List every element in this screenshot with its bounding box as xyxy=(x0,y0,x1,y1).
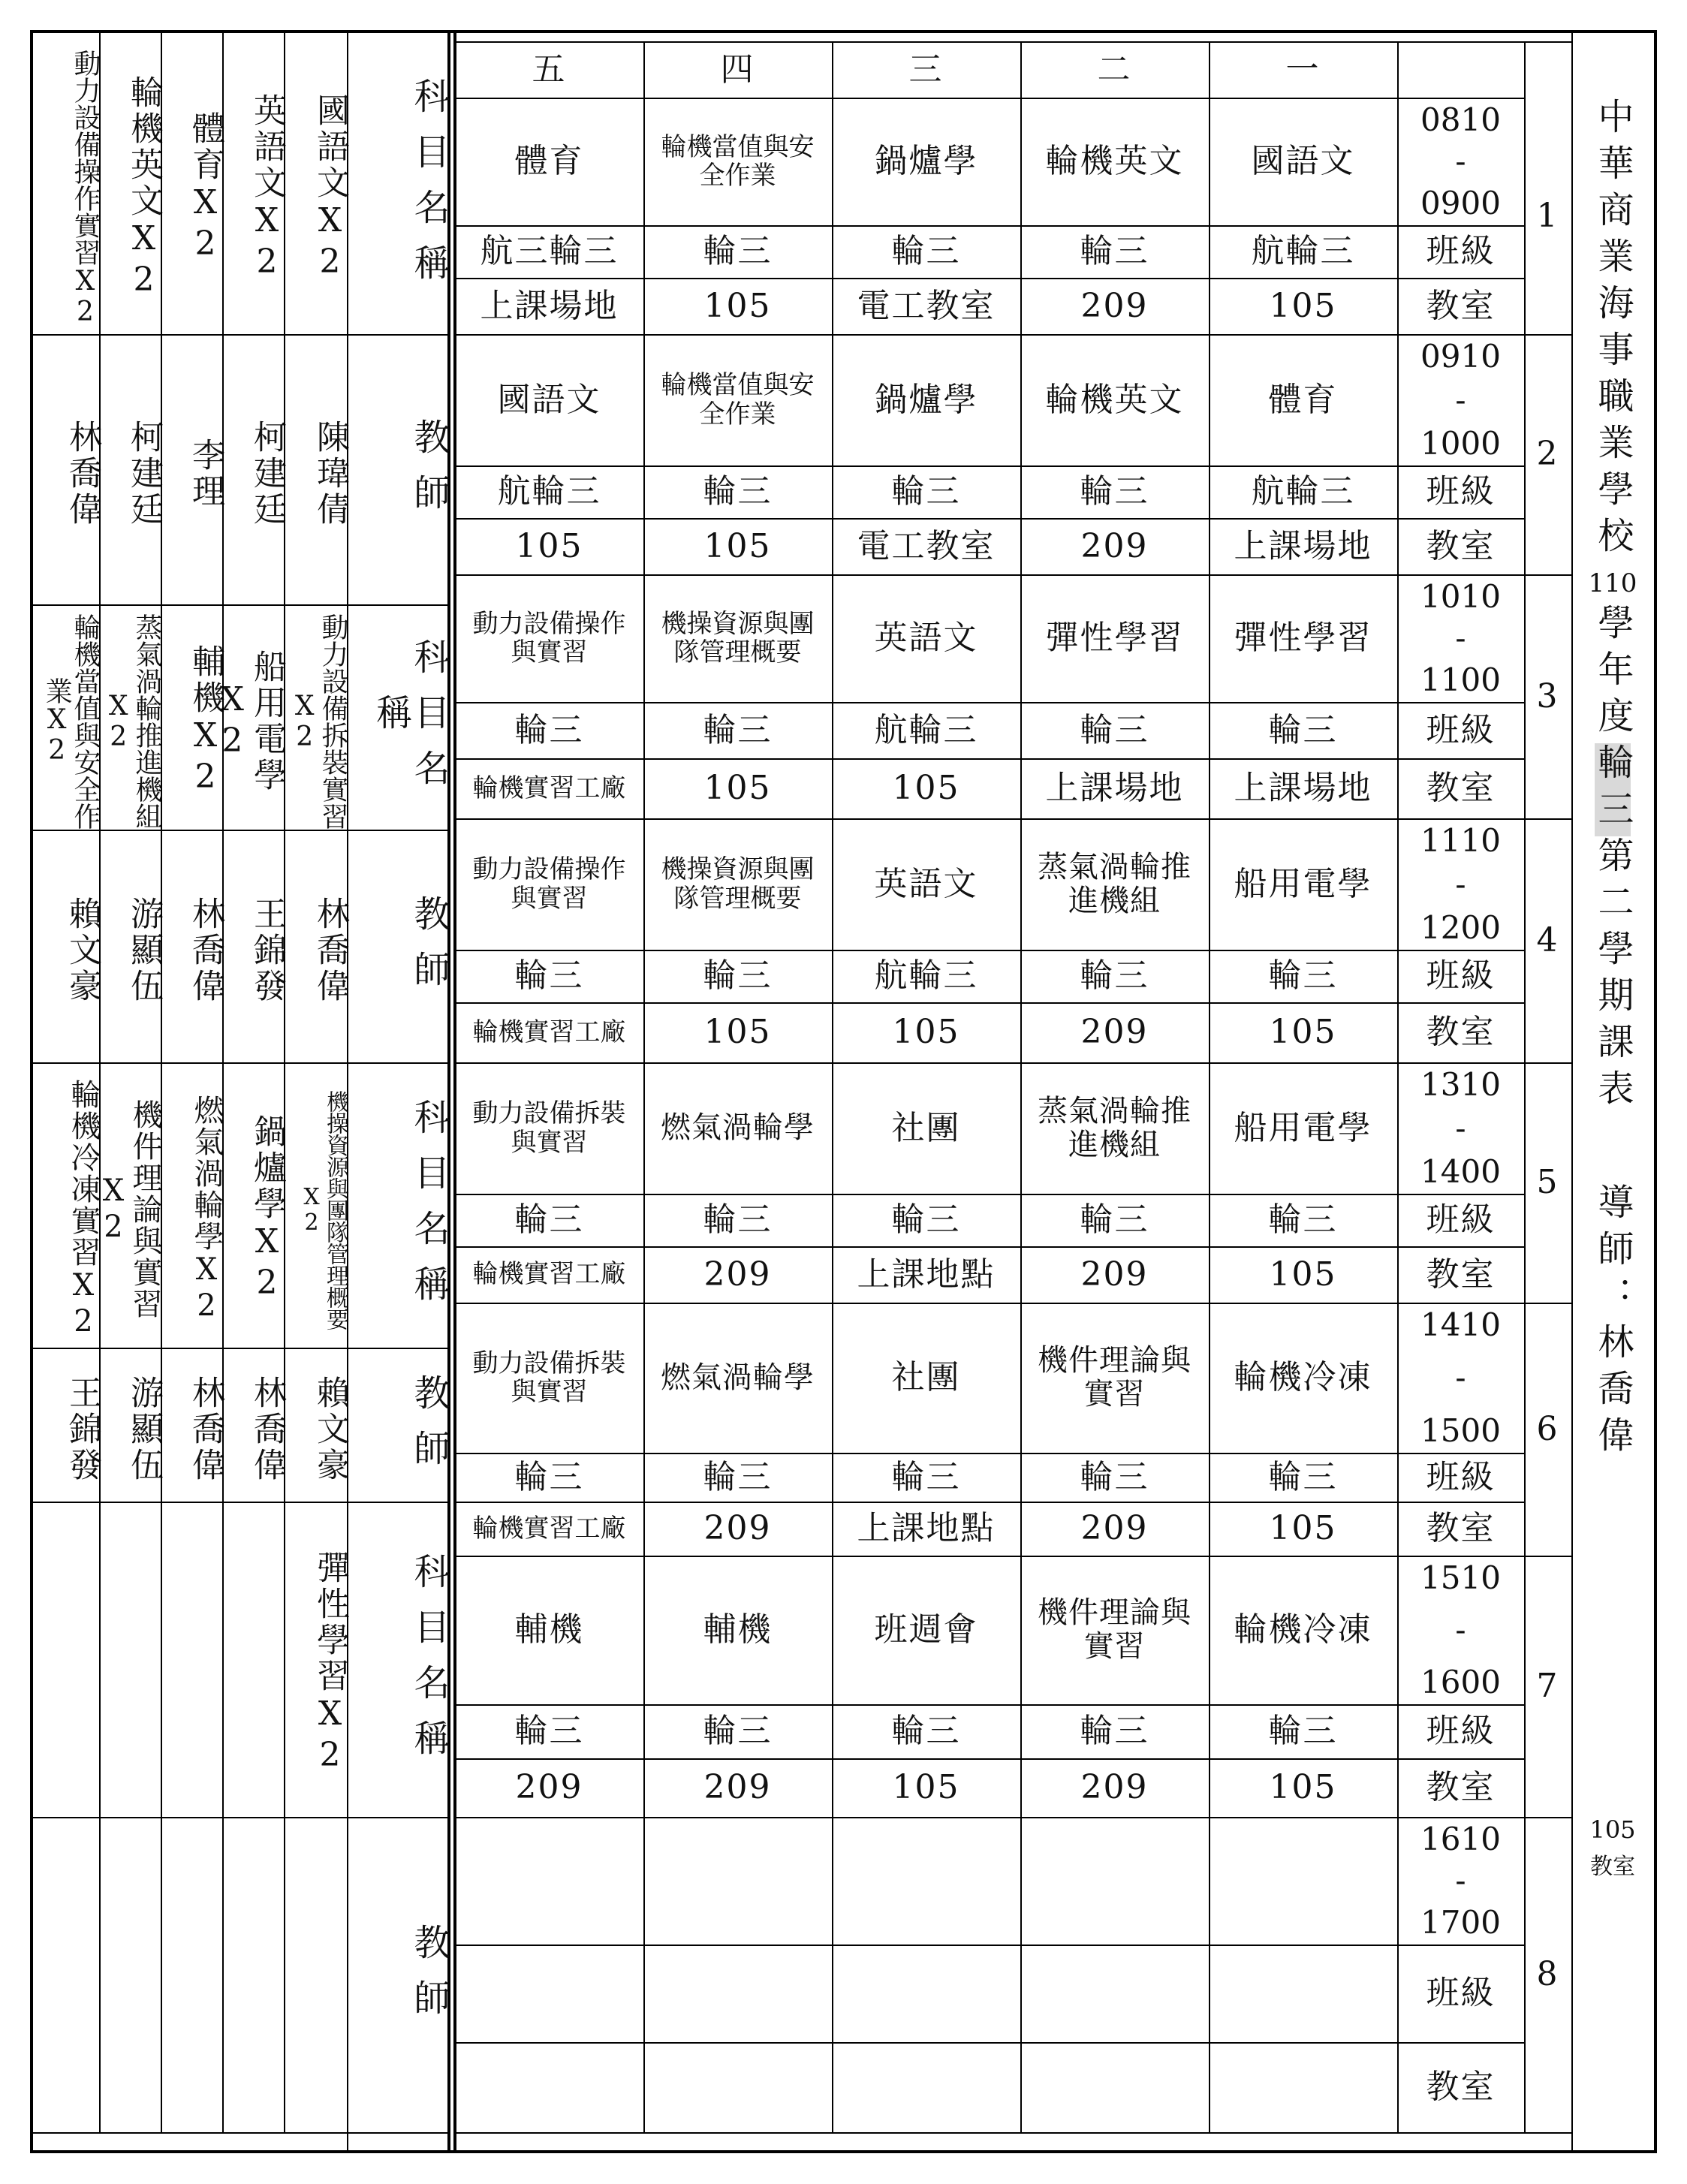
class-cell: 輪三 xyxy=(514,1200,584,1240)
legend-subject xyxy=(222,1502,284,1817)
period-time xyxy=(1397,1556,1524,1704)
grid-vline xyxy=(832,41,833,2132)
legend-separator xyxy=(447,30,450,2153)
class-cell: 輪三 xyxy=(1080,1712,1149,1751)
room-cell xyxy=(465,2042,633,2132)
room-row-label: 教室 xyxy=(1426,1013,1496,1052)
grid-hline xyxy=(455,225,1524,227)
legend-vline xyxy=(222,33,224,2132)
class-cell: 輪三 xyxy=(891,472,961,511)
legend-vline xyxy=(161,33,162,2132)
period-number: 5 xyxy=(1536,1163,1559,1202)
class-cell: 輪三 xyxy=(1080,472,1149,511)
legend-teacher-label: 教師 xyxy=(408,418,450,529)
grid-hline xyxy=(455,1453,1524,1454)
room-cell: 上課場地 xyxy=(1234,526,1372,565)
legend-subject: 輪機冷凍實習X2 xyxy=(66,1079,101,1340)
class-cell: 航輪三 xyxy=(874,710,978,749)
period-time xyxy=(1397,574,1524,702)
class-cell: 輪三 xyxy=(891,1712,961,1751)
time-start: 1410 xyxy=(1420,1306,1501,1343)
room-row-label: 教室 xyxy=(1426,526,1496,565)
room-cell: 上課場地 xyxy=(480,286,619,325)
room-cell: 209 xyxy=(1080,1013,1149,1052)
time-dash: - xyxy=(1455,865,1466,902)
legend-subject xyxy=(161,1502,222,1817)
legend-hline xyxy=(33,334,447,336)
legend-subject: 國語文X2 xyxy=(311,92,349,284)
legend-subject xyxy=(99,1502,161,1817)
legend-subject-label: 科目名稱 xyxy=(408,77,450,300)
legend-teacher: 王錦發 xyxy=(63,1375,101,1484)
class-cell: 航輪三 xyxy=(1251,232,1355,271)
day-header: 一 xyxy=(1285,50,1321,89)
subject-cell: 燃氣渦輪學 xyxy=(661,1360,815,1395)
subject-cell: 輪機當值與安全作業 xyxy=(661,370,815,429)
room-row-label: 教室 xyxy=(1426,1509,1496,1548)
class-row-label: 班級 xyxy=(1426,1457,1496,1496)
class-cell xyxy=(1020,1945,1209,2042)
room-cell: 電工教室 xyxy=(857,526,996,565)
legend-subject: 機件理論與實習X2 xyxy=(96,1099,162,1320)
legend-teacher: 王錦發 xyxy=(248,896,286,1005)
class-cell: 航輪三 xyxy=(497,472,601,511)
class-name: 輪三 xyxy=(1592,743,1634,837)
room-row-label: 教室 xyxy=(1426,286,1496,325)
time-end: 1400 xyxy=(1420,1152,1501,1190)
class-cell: 輪三 xyxy=(514,1457,584,1496)
subject-cell: 社團 xyxy=(891,1358,961,1397)
title-room-label: 教室 xyxy=(1590,1853,1635,1880)
grid-hline xyxy=(455,2042,1524,2044)
subject-cell xyxy=(1215,1817,1391,1945)
title-room-number: 105 xyxy=(1589,1815,1636,1844)
subject-cell: 動力設備拆裝與實習 xyxy=(472,1098,626,1158)
room-row-label: 教室 xyxy=(1426,1768,1496,1807)
legend-teacher-label: 教師 xyxy=(408,1373,450,1485)
legend-teacher: 林喬偉 xyxy=(63,420,101,528)
period-time xyxy=(1397,334,1524,465)
subject-cell: 體育 xyxy=(514,142,584,181)
subject-cell: 輪機當值與安全作業 xyxy=(661,131,815,191)
class-row-label: 班級 xyxy=(1426,1200,1496,1240)
grid-vline xyxy=(643,41,645,2132)
room-cell: 105 xyxy=(892,1013,960,1052)
class-cell: 輪三 xyxy=(1080,1200,1149,1240)
room-cell: 輪機實習工廠 xyxy=(472,773,626,803)
legend-subject: 動力設備拆裝實習X2 xyxy=(289,613,348,830)
legend-teacher xyxy=(99,1817,161,2132)
time-start: 1310 xyxy=(1420,1066,1501,1103)
legend-hline xyxy=(33,830,447,831)
time-dash: - xyxy=(1455,1359,1466,1396)
legend-hline xyxy=(33,2132,447,2134)
room-cell: 電工教室 xyxy=(857,286,996,325)
time-start: 1010 xyxy=(1420,578,1501,615)
legend-subject-label: 科目名稱 xyxy=(408,1098,450,1321)
subject-cell xyxy=(461,1817,637,1945)
room-cell: 209 xyxy=(703,1509,772,1548)
class-cell: 輪三 xyxy=(891,232,961,271)
subject-cell: 蒸氣渦輪推進機組 xyxy=(1038,849,1191,918)
legend-teacher-label: 教師 xyxy=(408,1923,450,2035)
class-row-label: 班級 xyxy=(1426,710,1496,749)
legend-teacher: 游顯伍 xyxy=(125,1375,163,1484)
legend-subject xyxy=(33,1502,99,1817)
room-cell: 105 xyxy=(1269,1768,1337,1807)
subject-cell: 動力設備操作與實習 xyxy=(472,854,626,914)
subject-cell: 社團 xyxy=(891,1108,961,1147)
subject-cell: 輪機冷凍 xyxy=(1234,1358,1372,1397)
subject-cell: 英語文 xyxy=(874,619,978,658)
class-cell xyxy=(1209,1945,1397,2042)
room-cell: 105 xyxy=(1269,1255,1337,1294)
subject-cell: 船用電學 xyxy=(1234,1108,1372,1147)
subject-cell xyxy=(649,1817,826,1945)
subject-cell xyxy=(838,1817,1014,1945)
class-row-label: 班級 xyxy=(1426,1974,1496,2013)
grid-hline xyxy=(455,702,1524,703)
subject-cell: 國語文 xyxy=(1251,142,1355,181)
room-row-label: 教室 xyxy=(1426,1255,1496,1294)
legend-subject: 機操資源與團隊管理概要X2 xyxy=(298,1089,348,1330)
subject-cell: 機件理論與實習 xyxy=(1038,1343,1191,1411)
time-end: 1200 xyxy=(1420,908,1501,946)
legend-vline xyxy=(99,33,101,2132)
grid-vline xyxy=(1209,41,1210,2132)
time-end: 1100 xyxy=(1420,661,1501,698)
time-start: 1610 xyxy=(1420,1821,1501,1857)
room-cell: 209 xyxy=(1080,526,1149,565)
time-start: 0910 xyxy=(1420,338,1501,375)
day-header: 四 xyxy=(720,50,755,89)
room-cell: 105 xyxy=(892,769,960,808)
room-cell xyxy=(1219,2042,1387,2132)
class-cell: 輪三 xyxy=(1080,710,1149,749)
period-time xyxy=(1397,1817,1524,1945)
room-cell: 105 xyxy=(515,526,583,565)
time-end: 0900 xyxy=(1420,184,1501,221)
class-cell: 輪三 xyxy=(1080,232,1149,271)
time-end: 1000 xyxy=(1420,424,1501,462)
room-row-label: 教室 xyxy=(1426,769,1496,808)
class-row-label: 班級 xyxy=(1426,956,1496,996)
time-dash: - xyxy=(1455,619,1466,657)
time-end: 1500 xyxy=(1420,1411,1501,1449)
grid-hline xyxy=(455,1945,1524,1946)
class-cell: 輪三 xyxy=(1268,1200,1338,1240)
subject-cell: 班週會 xyxy=(874,1610,978,1649)
room-cell: 209 xyxy=(1080,1255,1149,1294)
grid-hline xyxy=(455,465,1524,467)
class-cell: 航輪三 xyxy=(1251,472,1355,511)
class-cell: 輪三 xyxy=(514,956,584,996)
period-time xyxy=(1397,98,1524,225)
class-cell xyxy=(832,1945,1020,2042)
legend-teacher: 陳瑋倩 xyxy=(311,420,349,528)
room-cell: 209 xyxy=(515,1768,583,1807)
grid-hline xyxy=(455,2132,1571,2134)
class-cell: 輪三 xyxy=(703,232,773,271)
grid-hline xyxy=(455,1704,1524,1706)
subject-cell: 機操資源與團隊管理概要 xyxy=(661,608,815,667)
time-start: 0810 xyxy=(1420,101,1501,138)
legend-subject-label: 科目名稱 xyxy=(369,638,450,805)
subject-cell: 彈性學習 xyxy=(1234,619,1372,658)
room-cell: 105 xyxy=(1269,1013,1337,1052)
title-room xyxy=(1571,1817,1654,1945)
legend-hline xyxy=(33,1817,447,1818)
class-cell: 輪三 xyxy=(514,1712,584,1751)
subject-cell: 動力設備操作與實習 xyxy=(472,608,626,667)
period-number: 3 xyxy=(1536,676,1559,715)
period-time xyxy=(1397,1303,1524,1453)
legend-hline xyxy=(33,1348,447,1349)
room-cell: 209 xyxy=(703,1768,772,1807)
mentor-name: 林喬偉 xyxy=(1592,1323,1634,1463)
class-cell: 輪三 xyxy=(703,1457,773,1496)
grid-hline xyxy=(455,1194,1524,1195)
room-cell: 105 xyxy=(703,526,772,565)
legend-subject: 蒸氣渦輪推進機組X2 xyxy=(103,613,162,830)
legend-vline xyxy=(347,33,348,2153)
legend-teacher: 林喬偉 xyxy=(186,1375,224,1484)
legend-subject: 鍋爐學X2 xyxy=(248,1114,286,1305)
subject-cell: 輔機 xyxy=(514,1610,584,1649)
legend-subject: 英語文X2 xyxy=(248,92,286,284)
subject-cell: 動力設備拆裝與實習 xyxy=(472,1348,626,1407)
room-cell: 209 xyxy=(1080,1768,1149,1807)
legend-teacher: 林喬偉 xyxy=(311,896,349,1005)
subject-cell: 體育 xyxy=(1268,380,1338,419)
class-cell: 輪三 xyxy=(514,710,584,749)
class-cell: 輪三 xyxy=(1268,1457,1338,1496)
room-cell: 輪機實習工廠 xyxy=(472,1513,626,1544)
room-cell: 105 xyxy=(703,769,772,808)
subject-cell: 輪機英文 xyxy=(1045,380,1184,419)
room-cell: 209 xyxy=(703,1255,772,1294)
subject-cell: 英語文 xyxy=(874,864,978,903)
grid-hline xyxy=(455,1246,1524,1248)
room-cell: 輪機實習工廠 xyxy=(472,1259,626,1290)
legend-vline xyxy=(284,33,285,2132)
grid-hline xyxy=(455,1502,1524,1503)
time-dash: - xyxy=(1455,143,1466,180)
subject-cell: 輔機 xyxy=(703,1610,773,1649)
legend-subject: 動力設備操作實習X2 xyxy=(70,49,101,327)
room-cell xyxy=(654,2042,821,2132)
legend-subject: 輪機英文X2 xyxy=(125,74,163,302)
grid-vline xyxy=(1020,41,1022,2132)
subject-cell: 鍋爐學 xyxy=(874,380,978,419)
period-number: 7 xyxy=(1536,1667,1559,1706)
class-cell: 輪三 xyxy=(1268,956,1338,996)
subject-cell: 蒸氣渦輪推進機組 xyxy=(1038,1093,1191,1162)
grid-hline xyxy=(455,950,1524,951)
room-cell: 上課場地 xyxy=(1234,769,1372,808)
room-cell xyxy=(1031,2042,1198,2132)
legend-teacher: 李理 xyxy=(186,438,224,510)
time-dash: - xyxy=(1455,1862,1466,1899)
grid-hline xyxy=(455,758,1524,760)
class-cell: 輪三 xyxy=(1268,1712,1338,1751)
room-cell: 上課地點 xyxy=(857,1509,996,1548)
class-cell xyxy=(455,1945,643,2042)
legend-teacher-label: 教師 xyxy=(408,895,450,1006)
class-cell: 航輪三 xyxy=(874,956,978,996)
time-end: 1700 xyxy=(1420,1903,1501,1941)
school-name: 中華商業海事職業學校 xyxy=(1592,98,1634,563)
day-header: 三 xyxy=(908,50,944,89)
room-cell: 105 xyxy=(892,1768,960,1807)
legend-subject: 體育X2 xyxy=(186,110,224,266)
room-cell: 209 xyxy=(1080,286,1149,325)
class-row-label: 班級 xyxy=(1426,1712,1496,1751)
title-column xyxy=(1571,98,1654,1704)
room-row-label: 教室 xyxy=(1426,2068,1496,2107)
time-dash: - xyxy=(1455,1611,1466,1649)
class-cell: 輪三 xyxy=(1268,710,1338,749)
time-dash: - xyxy=(1455,1109,1466,1146)
legend-subject: 彈性學習X2 xyxy=(311,1550,349,1777)
room-cell: 209 xyxy=(1080,1509,1149,1548)
room-cell: 105 xyxy=(703,286,772,325)
grid-hline xyxy=(455,518,1524,520)
school-year: 110 xyxy=(1588,568,1637,598)
class-cell xyxy=(643,1945,832,2042)
legend-teacher: 林喬偉 xyxy=(186,896,224,1005)
legend-separator-inner xyxy=(453,30,456,2153)
day-header: 五 xyxy=(532,50,567,89)
class-cell: 輪三 xyxy=(1080,1457,1149,1496)
period-number: 1 xyxy=(1536,196,1559,235)
room-cell: 上課地點 xyxy=(857,1255,996,1294)
class-cell: 輪三 xyxy=(703,1712,773,1751)
period-time xyxy=(1397,818,1524,950)
period-time xyxy=(1397,1062,1524,1194)
legend-teacher: 柯建廷 xyxy=(125,420,163,528)
room-cell: 105 xyxy=(1269,1509,1337,1548)
subject-cell: 鍋爐學 xyxy=(874,142,978,181)
time-dash: - xyxy=(1455,381,1466,418)
grid-hline xyxy=(455,1002,1524,1004)
legend-teacher xyxy=(161,1817,222,2132)
class-cell: 輪三 xyxy=(703,1200,773,1240)
subject-cell: 機件理論與實習 xyxy=(1038,1595,1191,1664)
subject-cell xyxy=(1026,1817,1203,1945)
grid-hline xyxy=(455,1758,1524,1760)
class-row-label: 班級 xyxy=(1426,472,1496,511)
subject-cell: 輪機冷凍 xyxy=(1234,1610,1372,1649)
day-header: 二 xyxy=(1097,50,1132,89)
legend-teacher: 林喬偉 xyxy=(248,1375,286,1484)
room-cell xyxy=(842,2042,1010,2132)
class-cell: 輪三 xyxy=(891,1457,961,1496)
legend-teacher: 游顯伍 xyxy=(125,896,163,1005)
legend-teacher: 賴文豪 xyxy=(311,1375,349,1484)
subject-cell: 彈性學習 xyxy=(1045,619,1184,658)
class-cell: 輪三 xyxy=(1080,956,1149,996)
period-number: 8 xyxy=(1536,1955,1559,1994)
time-start: 1510 xyxy=(1420,1559,1501,1596)
mentor-label: 導師： xyxy=(1592,1183,1634,1324)
subject-cell: 燃氣渦輪學 xyxy=(661,1110,815,1146)
school-year-suffix: 學年度 xyxy=(1592,604,1634,744)
legend-teacher xyxy=(33,1817,99,2132)
class-cell: 輪三 xyxy=(703,472,773,511)
period-number: 6 xyxy=(1536,1409,1559,1448)
legend-subject-label: 科目名稱 xyxy=(408,1553,450,1775)
term-title: 第二學期課表 xyxy=(1592,836,1634,1116)
class-row-label: 班級 xyxy=(1426,232,1496,271)
period-number: 4 xyxy=(1536,920,1559,959)
legend-teacher: 賴文豪 xyxy=(63,896,101,1005)
grid-hline xyxy=(455,41,1571,43)
legend-subject: 燃氣渦輪學X2 xyxy=(189,1095,224,1324)
time-start: 1110 xyxy=(1420,822,1501,859)
grid-hline xyxy=(455,278,1524,279)
legend-subject: 輔機X2 xyxy=(186,644,224,799)
subject-cell: 船用電學 xyxy=(1234,864,1372,903)
room-cell: 105 xyxy=(703,1013,772,1052)
grid-vline xyxy=(1397,41,1399,2132)
subject-cell: 機操資源與團隊管理概要 xyxy=(661,854,815,914)
legend-teacher xyxy=(284,1817,347,2132)
class-cell: 航三輪三 xyxy=(480,232,619,271)
time-end: 1600 xyxy=(1420,1663,1501,1701)
class-cell: 輪三 xyxy=(891,1200,961,1240)
room-cell: 輪機實習工廠 xyxy=(472,1017,626,1047)
subject-cell: 國語文 xyxy=(497,380,601,419)
class-cell: 輪三 xyxy=(703,710,773,749)
legend-subject: 船用電學X2 xyxy=(212,649,286,794)
class-cell: 輪三 xyxy=(703,956,773,996)
subject-cell: 輪機英文 xyxy=(1045,142,1184,181)
room-cell: 上課場地 xyxy=(1045,769,1184,808)
room-cell: 105 xyxy=(1269,286,1337,325)
grid-vline xyxy=(1524,41,1526,2132)
legend-teacher: 柯建廷 xyxy=(248,420,286,528)
legend-subject: 輪機當值與安全作業X2 xyxy=(41,613,101,830)
legend-teacher xyxy=(222,1817,284,2132)
period-number: 2 xyxy=(1536,435,1559,474)
